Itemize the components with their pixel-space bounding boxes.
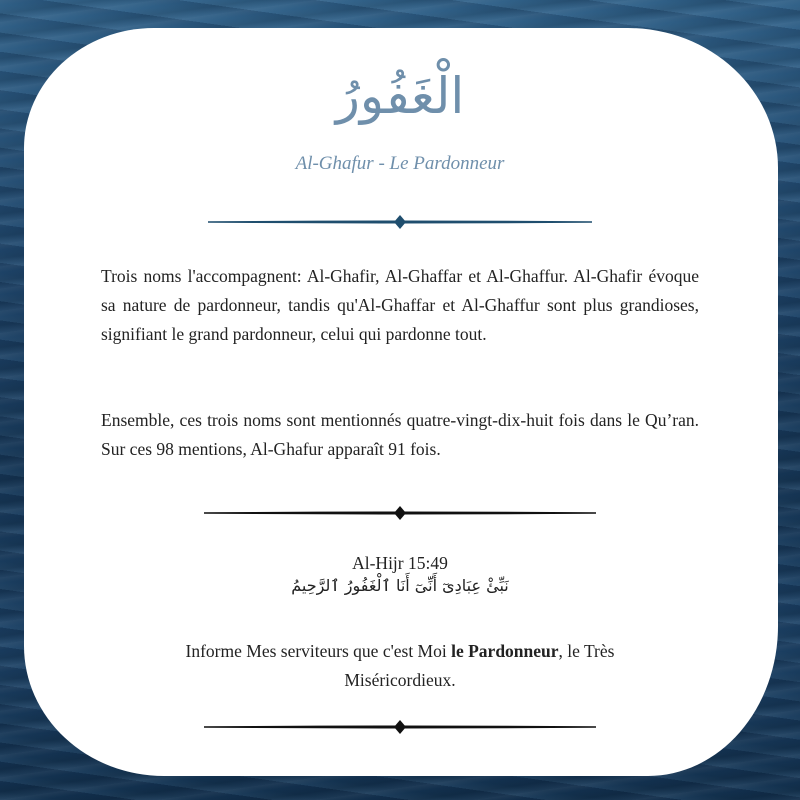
paragraph-mentions: Ensemble, ces trois noms sont mentionnés quatre-vingt-dix-huit fois dans le Qu’ran. Sur ces 98 mentions, Al-Ghafur apparaît 91 fois. [101,410,699,459]
bottom-divider [0,717,800,737]
verse-translation [140,637,660,695]
verse-arabic: نَبِّئْ عِبَادِىٓ أَنِّىٓ أَنَا ٱلْغَفُورُ ٱلرَّحِيمُ [291,576,509,595]
middle-divider [0,503,800,523]
translation-text: Informe Mes serviteurs que c'est Moi [185,641,452,661]
paragraph-names: Trois noms l'accompagnent: Al-Ghafir, Al-Ghaffar et Al-Ghaffur. Al-Ghafir évoque sa nature de pardonneur, tandis qu'Al-Ghaffar et Al-Ghaffur sont plus grandioses, signifiant le grand pardonneur, celui qui pardonne tout. [101,266,699,344]
translation-emphasis: le Pardonneur [451,641,559,661]
subtitle: Al-Ghafur - Le Pardonneur [295,153,505,174]
top-divider [0,212,800,232]
verse-reference: Al-Hijr 15:49 [352,553,448,573]
arabic-name-title: الْغَفُورُ [335,67,465,125]
translation-text-end: , le Très Miséricordieux. [344,641,615,690]
